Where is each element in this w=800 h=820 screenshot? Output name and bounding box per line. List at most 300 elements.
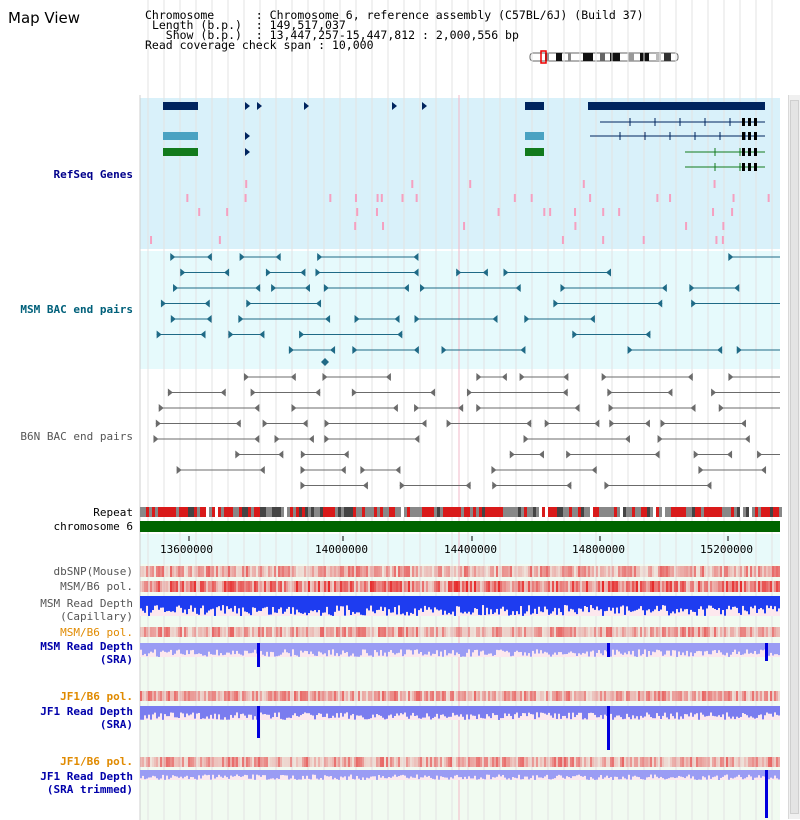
depth-bar <box>454 643 456 655</box>
heat-strip-cell <box>724 627 726 637</box>
heat-strip-cell <box>714 627 716 637</box>
jf1-read-depth-trimmed-label[interactable] <box>0 770 133 796</box>
show-value: 13,447,257-15,447,812 : 2,000,556 bp <box>269 28 519 42</box>
heat-strip-cell <box>214 566 216 577</box>
snp-mark <box>356 208 358 216</box>
depth-bar <box>546 770 548 775</box>
heat-strip-cell <box>760 566 762 577</box>
dbsnp-label[interactable]: dbSNP(Mouse) <box>53 565 133 578</box>
heat-strip-cell <box>668 757 670 767</box>
heat-strip-cell <box>166 757 168 767</box>
heat-strip-cell <box>676 581 678 592</box>
msm-bac-end-pairs-label[interactable]: MSM BAC end pairs <box>20 303 133 316</box>
scrollbar-thumb[interactable] <box>790 100 799 814</box>
heat-strip-cell <box>328 581 330 592</box>
heat-strip-cell <box>372 581 374 592</box>
heat-strip-cell <box>688 691 690 701</box>
depth-bar <box>448 643 450 653</box>
heat-strip-cell <box>606 691 608 701</box>
depth-bar <box>772 770 774 779</box>
depth-bar <box>260 706 262 713</box>
heat-strip-cell <box>544 566 546 577</box>
depth-bar <box>694 596 696 612</box>
depth-bar <box>612 643 614 650</box>
heat-strip-cell <box>654 691 656 701</box>
heat-strip-cell <box>362 627 364 637</box>
depth-bar <box>712 643 714 651</box>
depth-bar <box>140 643 142 650</box>
heat-strip-cell <box>162 627 164 637</box>
heat-strip-cell <box>270 581 272 592</box>
depth-bar <box>254 596 256 608</box>
heat-strip-cell <box>580 691 582 701</box>
repeat-segment <box>692 507 695 517</box>
repeat-segment <box>707 507 710 517</box>
depth-bar <box>556 596 558 615</box>
heat-strip-cell <box>562 627 564 637</box>
depth-bar <box>592 596 594 608</box>
depth-bar <box>342 706 344 717</box>
gene-exon <box>742 118 745 126</box>
depth-bar <box>494 596 496 613</box>
heat-strip-cell <box>744 627 746 637</box>
depth-bar <box>384 596 386 607</box>
heat-strip-cell <box>328 627 330 637</box>
depth-bar <box>568 643 570 653</box>
heat-strip-cell <box>380 627 382 637</box>
depth-bar <box>446 596 448 614</box>
heat-strip-cell <box>250 691 252 701</box>
heat-strip-cell <box>592 691 594 701</box>
heat-strip-cell <box>558 581 560 592</box>
b6n-bac-end-pairs-label[interactable]: B6N BAC end pairs <box>20 430 133 443</box>
depth-bar <box>268 596 270 615</box>
heat-strip-cell <box>182 691 184 701</box>
repeat-segment <box>143 507 146 517</box>
heat-strip-cell <box>324 581 326 592</box>
heat-strip-cell <box>360 581 362 592</box>
heat-strip-cell <box>154 566 156 577</box>
depth-bar <box>428 596 430 607</box>
depth-bar <box>254 706 256 716</box>
heat-strip-cell <box>370 581 372 592</box>
heat-strip-cell <box>742 627 744 637</box>
depth-bar <box>374 596 376 613</box>
heat-strip-cell <box>196 627 198 637</box>
depth-bar <box>160 706 162 713</box>
heat-strip-cell <box>190 691 192 701</box>
heat-strip-cell <box>240 627 242 637</box>
depth-bar <box>196 770 198 780</box>
heat-strip-cell <box>630 566 632 577</box>
length-key: Length (b.p.) <box>151 18 242 32</box>
heat-strip-cell <box>776 757 778 767</box>
repeat-segment <box>674 507 677 517</box>
heat-strip-cell <box>520 757 522 767</box>
heat-strip-cell <box>204 691 206 701</box>
heat-strip-cell <box>354 627 356 637</box>
heat-strip-cell <box>270 627 272 637</box>
heat-strip-cell <box>590 757 592 767</box>
repeat-segment <box>542 507 545 517</box>
repeat-segment <box>482 507 485 517</box>
heat-strip-cell <box>474 627 476 637</box>
depth-bar <box>734 643 736 650</box>
heat-strip-cell <box>244 627 246 637</box>
heat-strip-cell <box>764 566 766 577</box>
heat-strip-cell <box>608 691 610 701</box>
heat-strip-cell <box>190 627 192 637</box>
heat-strip-cell <box>718 627 720 637</box>
depth-bar <box>736 706 738 717</box>
heat-strip-cell <box>384 581 386 592</box>
depth-bar <box>454 706 456 715</box>
depth-bar <box>168 770 170 779</box>
heat-strip-cell <box>446 566 448 577</box>
heat-strip-cell <box>248 691 250 701</box>
heat-strip-cell <box>176 627 178 637</box>
depth-bar <box>182 596 184 613</box>
heat-strip-cell <box>312 566 314 577</box>
depth-bar <box>146 596 148 606</box>
heat-strip-cell <box>732 691 734 701</box>
gene-feature <box>163 132 198 140</box>
depth-bar <box>500 706 502 718</box>
depth-bar <box>434 706 436 717</box>
depth-bar <box>228 706 230 720</box>
repeat-segment <box>575 507 578 517</box>
heat-strip-cell <box>628 757 630 767</box>
depth-bar <box>148 596 150 616</box>
chromosome-value: Chromosome 6, reference assembly (C57BL/6J) (Build 37) <box>269 8 644 22</box>
heat-strip-cell <box>336 627 338 637</box>
heat-strip-cell <box>208 581 210 592</box>
heat-strip-cell <box>140 691 142 701</box>
depth-bar <box>676 706 678 712</box>
heat-strip-cell <box>718 691 720 701</box>
depth-bar <box>676 596 678 609</box>
heat-strip-cell <box>562 581 564 592</box>
heat-strip-cell <box>580 757 582 767</box>
heat-strip-cell <box>436 627 438 637</box>
depth-bar <box>730 706 732 719</box>
heat-strip-cell <box>352 691 354 701</box>
heat-strip-cell <box>472 581 474 592</box>
heat-strip-cell <box>736 566 738 577</box>
heat-strip-cell <box>430 691 432 701</box>
refseq-genes-label[interactable]: RefSeq Genes <box>53 168 133 181</box>
depth-bar <box>340 706 342 713</box>
depth-bar <box>590 643 592 652</box>
heat-strip-cell <box>384 691 386 701</box>
heat-strip-cell <box>366 691 368 701</box>
heat-strip-cell <box>710 581 712 592</box>
heat-strip-cell <box>490 581 492 592</box>
repeat-segment <box>440 507 443 517</box>
heat-strip-cell <box>252 757 254 767</box>
depth-bar <box>298 596 300 612</box>
depth-bar <box>342 596 344 606</box>
depth-bar <box>218 770 220 775</box>
depth-bar <box>774 596 776 606</box>
depth-bar <box>290 770 292 778</box>
depth-bar <box>460 643 462 657</box>
heat-strip-cell <box>674 757 676 767</box>
msm-read-depth-sra-label[interactable] <box>0 640 133 666</box>
depth-bar <box>178 596 180 606</box>
heat-strip-cell <box>474 566 476 577</box>
repeat-segment <box>728 507 731 517</box>
depth-bar <box>196 706 198 714</box>
depth-bar <box>740 596 742 615</box>
depth-bar <box>264 596 266 608</box>
heat-strip-cell <box>462 627 464 637</box>
heat-strip-cell <box>568 691 570 701</box>
depth-bar <box>630 596 632 612</box>
jf1-b6-pol-label[interactable]: JF1/B6 pol. <box>60 690 133 703</box>
heat-strip-cell <box>454 581 456 592</box>
heat-strip-cell <box>200 691 202 701</box>
depth-bar <box>706 770 708 780</box>
heat-strip-cell <box>272 581 274 592</box>
depth-bar <box>670 706 672 714</box>
depth-bar <box>320 596 322 616</box>
heat-strip-cell <box>420 627 422 637</box>
heat-strip-cell <box>296 581 298 592</box>
heat-strip-cell <box>282 757 284 767</box>
heat-strip-cell <box>614 627 616 637</box>
depth-bar <box>740 770 742 777</box>
depth-bar <box>590 596 592 605</box>
depth-bar <box>286 596 288 609</box>
depth-bar <box>400 643 402 649</box>
depth-bar <box>522 770 524 779</box>
depth-bar <box>658 596 660 611</box>
repeat-segment <box>461 507 464 517</box>
heat-strip-cell <box>428 566 430 577</box>
heat-strip-cell <box>622 627 624 637</box>
depth-bar <box>412 770 414 778</box>
depth-bar <box>262 706 264 714</box>
repeat-segment <box>662 507 665 517</box>
depth-bar <box>316 643 318 656</box>
heat-strip-cell <box>144 627 146 637</box>
depth-bar <box>742 643 744 654</box>
heat-strip-cell <box>450 757 452 767</box>
heat-strip-cell <box>220 566 222 577</box>
heat-strip-cell <box>550 627 552 637</box>
heat-strip-cell <box>430 627 432 637</box>
depth-bar <box>170 706 172 713</box>
depth-bar <box>570 706 572 719</box>
depth-bar <box>144 706 146 715</box>
depth-bar <box>662 596 664 605</box>
heat-strip-cell <box>168 691 170 701</box>
heat-strip-cell <box>170 566 172 577</box>
heat-strip-cell <box>348 627 350 637</box>
depth-bar <box>776 596 778 611</box>
heat-strip-cell <box>448 566 450 577</box>
heat-strip-cell <box>530 757 532 767</box>
heat-strip-cell <box>560 581 562 592</box>
heat-strip-cell <box>624 627 626 637</box>
depth-bar <box>422 706 424 718</box>
depth-bar <box>186 643 188 650</box>
heat-strip-cell <box>484 691 486 701</box>
depth-bar <box>534 596 536 609</box>
heat-strip-cell <box>530 566 532 577</box>
heat-strip-cell <box>176 757 178 767</box>
depth-bar <box>296 643 298 656</box>
depth-bar <box>622 706 624 719</box>
heat-strip-cell <box>222 627 224 637</box>
depth-bar <box>702 643 704 655</box>
depth-bar <box>442 706 444 714</box>
depth-bar <box>682 706 684 719</box>
msm-b6-pol-label[interactable]: MSM/B6 pol. <box>60 580 133 593</box>
heat-strip-cell <box>602 581 604 592</box>
heat-strip-cell <box>264 566 266 577</box>
heat-strip-cell <box>328 566 330 577</box>
repeat-segment <box>314 507 317 517</box>
heat-strip-cell <box>374 757 376 767</box>
heat-strip-cell <box>570 566 572 577</box>
heat-strip-cell <box>634 691 636 701</box>
depth-bar <box>700 596 702 606</box>
heat-strip-cell <box>398 691 400 701</box>
depth-bar <box>434 770 436 779</box>
depth-bar <box>404 643 406 654</box>
depth-bar <box>238 706 240 718</box>
heat-strip-cell <box>648 691 650 701</box>
heat-strip-cell <box>316 566 318 577</box>
repeat-segment <box>161 507 164 517</box>
depth-bar <box>240 770 242 777</box>
depth-bar <box>428 643 430 652</box>
heat-strip-cell <box>412 691 414 701</box>
depth-bar <box>304 643 306 651</box>
heat-strip-cell <box>494 566 496 577</box>
depth-bar <box>548 643 550 655</box>
depth-bar <box>332 643 334 649</box>
depth-bar <box>276 706 278 717</box>
depth-bar <box>230 770 232 776</box>
depth-bar <box>458 706 460 717</box>
heat-strip-cell <box>182 566 184 577</box>
depth-bar <box>384 643 386 653</box>
depth-bar <box>654 643 656 652</box>
depth-bar <box>480 596 482 615</box>
heat-strip-cell <box>196 757 198 767</box>
depth-bar <box>714 643 716 650</box>
heat-strip-cell <box>292 691 294 701</box>
heat-strip-cell <box>206 566 208 577</box>
heat-strip-cell <box>234 757 236 767</box>
depth-bar <box>304 706 306 712</box>
heat-strip-cell <box>578 627 580 637</box>
depth-bar <box>550 643 552 657</box>
heat-strip-cell <box>492 691 494 701</box>
depth-bar <box>238 770 240 776</box>
depth-bar <box>354 643 356 657</box>
depth-bar <box>634 770 636 776</box>
heat-strip-cell <box>296 691 298 701</box>
heat-strip-cell <box>712 581 714 592</box>
heat-strip-cell <box>372 757 374 767</box>
heat-strip-cell <box>278 627 280 637</box>
depth-bar <box>646 770 648 777</box>
depth-bar <box>502 643 504 651</box>
heat-strip-cell <box>290 581 292 592</box>
depth-bar <box>244 706 246 716</box>
depth-bar <box>484 596 486 615</box>
depth-bar <box>480 643 482 651</box>
depth-bar <box>148 770 150 777</box>
heat-strip-cell <box>250 581 252 592</box>
heat-strip-cell <box>772 566 774 577</box>
heat-strip-cell <box>416 757 418 767</box>
msm-b6-pol2-label[interactable]: MSM/B6 pol. <box>60 626 133 639</box>
heat-strip-cell <box>366 627 368 637</box>
heat-strip-cell <box>576 581 578 592</box>
depth-bar <box>142 770 144 776</box>
heat-strip-cell <box>674 691 676 701</box>
heat-strip-cell <box>218 757 220 767</box>
jf1-read-depth-sra-label[interactable] <box>0 705 133 731</box>
heat-strip-cell <box>772 757 774 767</box>
heat-strip-cell <box>212 566 214 577</box>
jf1-b6-pol2-label[interactable]: JF1/B6 pol. <box>60 755 133 768</box>
gene-exon <box>754 148 757 156</box>
heat-strip-cell <box>770 627 772 637</box>
heat-strip-cell <box>404 581 406 592</box>
msm-read-depth-capillary-label[interactable] <box>0 597 133 623</box>
heat-strip-cell <box>182 627 184 637</box>
depth-bar <box>672 706 674 716</box>
repeat-segment <box>395 507 398 517</box>
repeat-segment <box>140 507 143 517</box>
heat-strip-cell <box>226 581 228 592</box>
depth-bar <box>368 596 370 610</box>
repeat-segment <box>740 507 743 517</box>
depth-bar <box>164 596 166 612</box>
heat-strip-cell <box>664 757 666 767</box>
heat-strip-cell <box>722 627 724 637</box>
depth-bar <box>688 596 690 614</box>
depth-bar <box>720 643 722 652</box>
heat-strip-cell <box>354 757 356 767</box>
depth-bar <box>330 706 332 718</box>
depth-bar <box>578 770 580 775</box>
depth-bar <box>414 643 416 650</box>
depth-bar <box>752 596 754 608</box>
heat-strip-cell <box>282 627 284 637</box>
heat-strip-cell <box>496 581 498 592</box>
heat-strip-cell <box>432 757 434 767</box>
depth-bar <box>750 706 752 716</box>
depth-bar <box>370 596 372 606</box>
depth-bar <box>602 596 604 616</box>
depth-bar <box>576 706 578 715</box>
heat-strip-cell <box>190 566 192 577</box>
heat-strip-cell <box>358 566 360 577</box>
depth-bar <box>440 643 442 652</box>
heat-strip-cell <box>202 581 204 592</box>
repeat-label[interactable]: Repeat <box>93 506 133 519</box>
depth-bar <box>544 596 546 607</box>
heat-strip-cell <box>256 757 258 767</box>
repeat-segment <box>326 507 329 517</box>
